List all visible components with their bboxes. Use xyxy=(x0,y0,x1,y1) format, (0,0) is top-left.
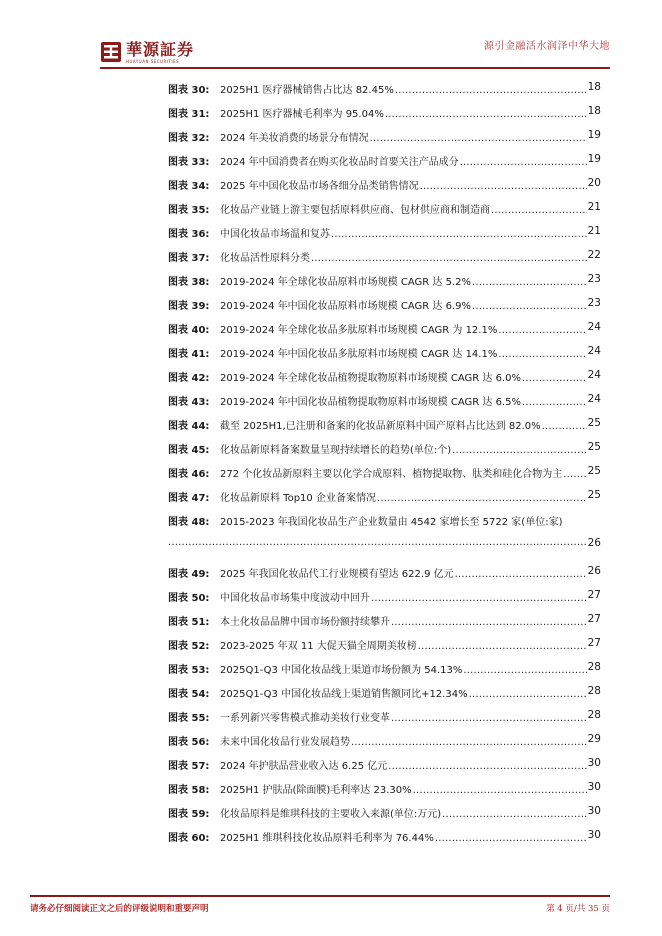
toc-title xyxy=(220,297,587,312)
toc-row[interactable] xyxy=(168,272,601,288)
toc-title xyxy=(220,781,587,796)
logo-title: 華源証券 xyxy=(126,39,195,59)
toc-title xyxy=(220,661,587,676)
toc-page-number: 19 xyxy=(587,129,601,141)
toc-row-continuation xyxy=(168,536,601,552)
toc-title-text: 化妆品新原料 Top10 企业备案情况 xyxy=(220,493,376,504)
toc-label: 图表 53: xyxy=(168,665,210,676)
toc-row[interactable] xyxy=(168,368,601,384)
toc-label: 图表 46: xyxy=(168,469,210,480)
logo-emblem-icon xyxy=(100,41,122,63)
toc-title xyxy=(220,565,587,580)
toc-title xyxy=(220,393,587,408)
toc-label: 图表 32: xyxy=(168,133,210,144)
toc-row[interactable] xyxy=(168,488,601,504)
toc-page-number: 28 xyxy=(587,709,601,721)
toc-title xyxy=(220,321,587,336)
toc-label: 图表 39: xyxy=(168,301,210,312)
toc-title-text: 未来中国化妆品行业发展趋势 xyxy=(220,737,350,748)
toc-row[interactable] xyxy=(168,80,601,96)
toc-label: 图表 30: xyxy=(168,85,210,96)
toc-title xyxy=(220,273,587,288)
toc-page-number: 21 xyxy=(587,225,601,237)
toc-row[interactable] xyxy=(168,320,601,336)
toc-title-text: 2019-2024 年中国化妆品植物提取物原料市场规模 CAGR 达 6.5% xyxy=(220,397,521,408)
page-number: 第 4 页/共 35 页 xyxy=(546,904,610,914)
toc-page-number: 19 xyxy=(587,153,601,165)
toc-label: 图表 42: xyxy=(168,373,210,384)
toc-row[interactable] xyxy=(168,612,601,628)
footer-disclaimer: 请务必仔细阅读正文之后的评级说明和重要声明 xyxy=(30,904,209,914)
toc-title xyxy=(220,805,587,820)
toc-title xyxy=(220,225,587,240)
toc-title-text: 2025H1 医疗器械销售占比达 82.45% xyxy=(220,85,394,96)
toc-title xyxy=(220,513,601,528)
toc-title xyxy=(220,613,587,628)
toc-title-text: 2019-2024 年全球化妆品原料市场规模 CAGR 达 5.2% xyxy=(220,277,471,288)
toc-label: 图表 55: xyxy=(168,713,210,724)
toc-title xyxy=(220,589,587,604)
toc-page-number: 27 xyxy=(587,637,601,649)
toc-title xyxy=(220,829,587,844)
toc-row[interactable] xyxy=(168,440,601,456)
toc-title xyxy=(220,81,587,96)
toc-title-text: 2015-2023 年我国化妆品生产企业数量由 4542 家增长至 5722 家(单位:家) xyxy=(220,517,563,528)
toc-page-number: 25 xyxy=(587,489,601,501)
toc-row[interactable] xyxy=(168,416,601,432)
toc-page-number: 26 xyxy=(587,537,601,549)
toc-page-number: 18 xyxy=(587,81,601,93)
toc-title-text: 化妆品原料是维琪科技的主要收入来源(单位:万元) xyxy=(220,809,442,820)
toc-row[interactable] xyxy=(168,512,601,528)
toc-row[interactable] xyxy=(168,780,601,796)
toc-row[interactable] xyxy=(168,756,601,772)
toc-title-text: 2019-2024 年全球化妆品植物提取物原料市场规模 CAGR 达 6.0% xyxy=(220,373,521,384)
toc-title-text: 化妆品新原料备案数量呈现持续增长的趋势(单位:个) xyxy=(220,445,452,456)
toc-label: 图表 34: xyxy=(168,181,210,192)
toc-row[interactable] xyxy=(168,296,601,312)
footer-divider xyxy=(30,895,610,897)
toc-row[interactable] xyxy=(168,684,601,700)
toc-row[interactable] xyxy=(168,176,601,192)
toc-title-text: 化妆品产业链上游主要包括原料供应商、包材供应商和制造商 xyxy=(220,205,490,216)
toc-title xyxy=(220,201,587,216)
toc-label: 图表 40: xyxy=(168,325,210,336)
toc-page-number: 30 xyxy=(587,829,601,841)
toc-title xyxy=(220,465,587,480)
toc-title xyxy=(220,369,587,384)
toc-label: 图表 56: xyxy=(168,737,210,748)
toc-label: 图表 31: xyxy=(168,109,210,120)
toc-page-number: 30 xyxy=(587,781,601,793)
toc-title xyxy=(220,733,587,748)
toc-row[interactable] xyxy=(168,828,601,844)
toc-title-text: 2024 年护肤品营业收入达 6.25 亿元 xyxy=(220,761,388,772)
toc-title-text: 2024 年中国消费者在购买化妆品时首要关注产品成分 xyxy=(220,157,459,168)
toc-title-text: 2025Q1-Q3 中国化妆品线上渠道市场份额为 54.13% xyxy=(220,665,463,676)
toc-label: 图表 51: xyxy=(168,617,210,628)
toc-page-number: 27 xyxy=(587,613,601,625)
toc-row[interactable] xyxy=(168,128,601,144)
toc-label: 图表 37: xyxy=(168,253,210,264)
toc-label: 图表 38: xyxy=(168,277,210,288)
header-divider xyxy=(100,67,610,69)
toc-title xyxy=(220,709,587,724)
toc-title-text: 2019-2024 年中国化妆品多肽原料市场规模 CAGR 达 14.1% xyxy=(220,349,498,360)
toc-label: 图表 60: xyxy=(168,833,210,844)
toc-row[interactable] xyxy=(168,636,601,652)
toc-page-number: 24 xyxy=(587,321,601,333)
toc-row[interactable] xyxy=(168,564,601,580)
toc-title-text: 截至 2025H1,已注册和备案的化妆品新原料中国产原料占比达到 82.0% xyxy=(220,421,541,432)
page-header xyxy=(0,0,662,70)
company-logo xyxy=(100,40,194,64)
logo-subtitle: HUAYUAN SECURITIES xyxy=(126,58,180,64)
toc-page-number: 30 xyxy=(587,805,601,817)
toc-label: 图表 57: xyxy=(168,761,210,772)
toc-row[interactable] xyxy=(168,104,601,120)
toc-row[interactable] xyxy=(168,804,601,820)
toc-label: 图表 54: xyxy=(168,689,210,700)
toc-title-text: 272 个化妆品新原料主要以化学合成原料、植物提取物、肽类和硅化合物为主 xyxy=(220,469,563,480)
toc-label: 图表 45: xyxy=(168,445,210,456)
toc-title-text: 2025H1 医疗器械毛利率为 95.04% xyxy=(220,109,384,120)
toc-label: 图表 50: xyxy=(168,593,210,604)
toc-label: 图表 52: xyxy=(168,641,210,652)
toc-title-text: 本土化妆品品牌中国市场份额持续攀升 xyxy=(220,617,390,628)
toc-title xyxy=(220,345,587,360)
toc-row[interactable] xyxy=(168,224,601,240)
toc-row[interactable] xyxy=(168,344,601,360)
toc-title-text: 中国化妆品市场集中度波动中回升 xyxy=(220,593,370,604)
toc-page-number: 25 xyxy=(587,417,601,429)
toc-title xyxy=(220,489,587,504)
toc-row[interactable] xyxy=(168,392,601,408)
toc-label: 图表 44: xyxy=(168,421,210,432)
toc-title-text: 2019-2024 年全球化妆品多肽原料市场规模 CAGR 为 12.1% xyxy=(220,325,498,336)
toc-row[interactable] xyxy=(168,588,601,604)
toc-page-number: 23 xyxy=(587,273,601,285)
toc-page-number: 24 xyxy=(587,369,601,381)
toc-page-number: 30 xyxy=(587,757,601,769)
toc-row[interactable] xyxy=(168,152,601,168)
toc-title xyxy=(220,757,587,772)
toc-page-number: 18 xyxy=(587,105,601,117)
toc-label: 图表 47: xyxy=(168,493,210,504)
toc-title xyxy=(220,685,587,700)
toc-page-number: 25 xyxy=(587,465,601,477)
toc-title-text: 2025 年中国化妆品市场各细分品类销售情况 xyxy=(220,181,419,192)
header-slogan: 源引金融活水润泽中华大地 xyxy=(484,41,610,52)
toc-title xyxy=(220,441,587,456)
toc-label: 图表 48: xyxy=(168,517,210,528)
toc-page-number: 26 xyxy=(587,565,601,577)
toc-title xyxy=(220,105,587,120)
toc-label: 图表 49: xyxy=(168,569,210,580)
toc-row[interactable] xyxy=(168,732,601,748)
toc-row[interactable] xyxy=(168,660,601,676)
toc-title-text: 2023-2025 年双 11 大促天猫全周期美妆榜 xyxy=(220,641,417,652)
toc-label: 图表 43: xyxy=(168,397,210,408)
toc-title-text: 2024 年美妆消费的场景分布情况 xyxy=(220,133,369,144)
toc-title-text: 2019-2024 年中国化妆品原料市场规模 CAGR 达 6.9% xyxy=(220,301,471,312)
toc-page-number: 25 xyxy=(587,441,601,453)
toc-page-number: 21 xyxy=(587,201,601,213)
toc-row[interactable] xyxy=(168,248,601,264)
toc-title-text: 化妆品活性原料分类 xyxy=(220,253,310,264)
toc-title-text: 一系列新兴零售模式推动美妆行业变革 xyxy=(220,713,390,724)
toc-label: 图表 41: xyxy=(168,349,210,360)
toc-page-number: 27 xyxy=(587,589,601,601)
toc-label: 图表 33: xyxy=(168,157,210,168)
toc-page-number: 28 xyxy=(587,661,601,673)
toc-title xyxy=(220,637,587,652)
toc-row[interactable] xyxy=(168,200,601,216)
toc-title-text: 中国化妆品市场温和复苏 xyxy=(220,229,330,240)
toc-page-number: 20 xyxy=(587,177,601,189)
toc-page-number: 28 xyxy=(587,685,601,697)
toc-title xyxy=(220,129,587,144)
toc-title xyxy=(220,177,587,192)
toc-label: 图表 59: xyxy=(168,809,210,820)
toc-title-text: 2025H1 护肤品(除面膜)毛利率达 23.30% xyxy=(220,785,412,796)
toc-row[interactable] xyxy=(168,708,601,724)
toc-title-text: 2025H1 维琪科技化妆品原料毛利率为 76.44% xyxy=(220,833,434,844)
toc-page-number: 29 xyxy=(587,733,601,745)
toc-page-number: 23 xyxy=(587,297,601,309)
toc-label: 图表 58: xyxy=(168,785,210,796)
toc-page-number: 24 xyxy=(587,345,601,357)
toc-page-number: 24 xyxy=(587,393,601,405)
toc-title xyxy=(220,249,587,264)
toc-label: 图表 36: xyxy=(168,229,210,240)
toc-title-text: 2025 年我国化妆品代工行业规模有望达 622.9 亿元 xyxy=(220,569,454,580)
toc-title xyxy=(220,153,587,168)
toc-title xyxy=(220,417,587,432)
toc-page-number: 22 xyxy=(587,249,601,261)
toc-row[interactable] xyxy=(168,464,601,480)
toc-title-text: 2025Q1-Q3 中国化妆品线上渠道销售额同比+12.34% xyxy=(220,689,468,700)
toc-label: 图表 35: xyxy=(168,205,210,216)
toc-leader-dots xyxy=(168,537,587,548)
